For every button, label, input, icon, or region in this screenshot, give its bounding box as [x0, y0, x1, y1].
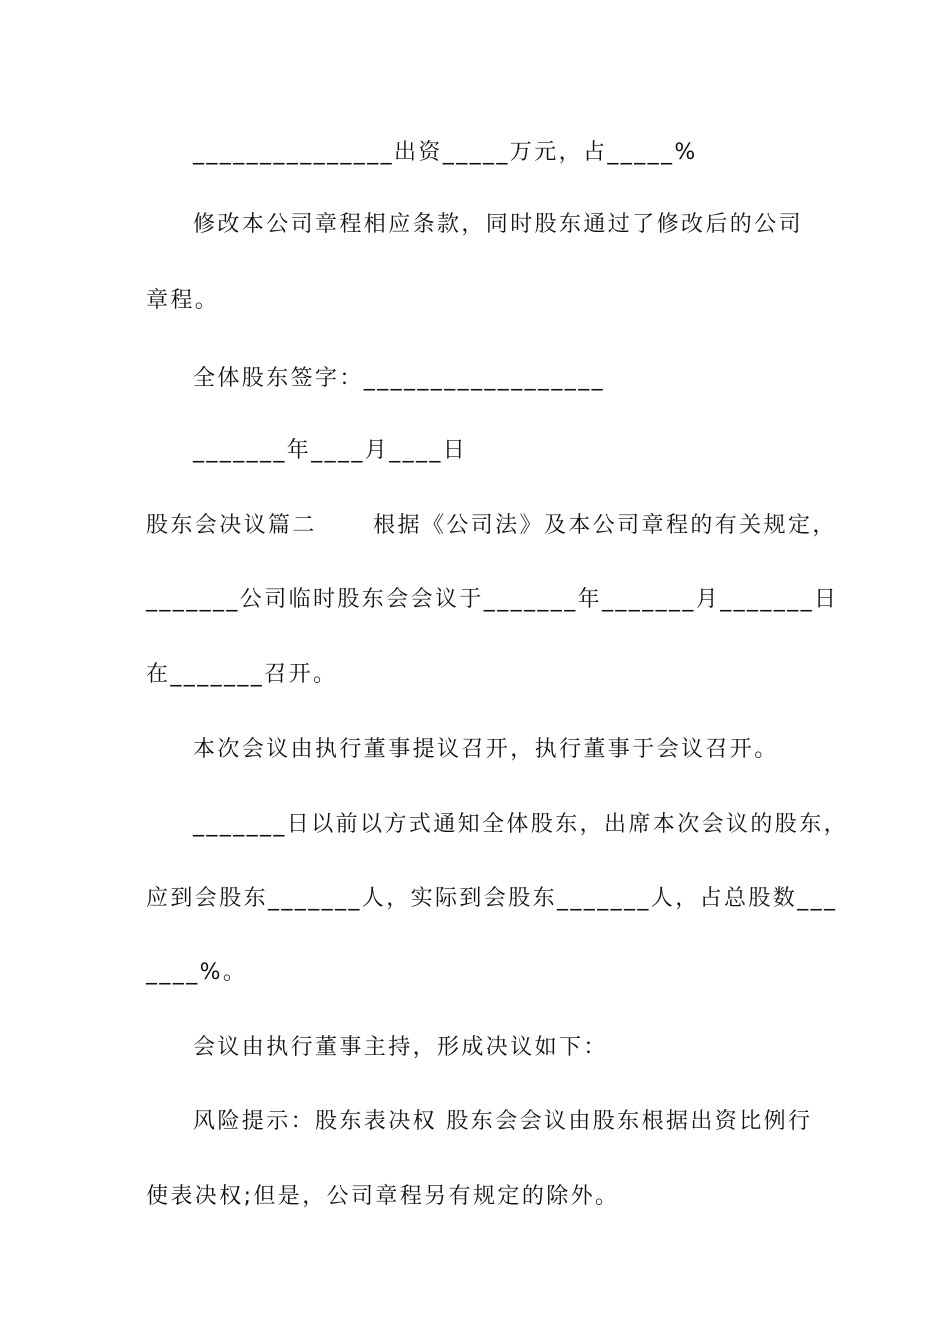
meeting-date-line: _______公司临时股东会会议于_______年_______月_______日 — [146, 587, 839, 612]
shareholder-signature-line: 全体股东签字：__________________ — [193, 366, 606, 391]
risk-notice-paragraph-continued: 使表决权;但是，公司章程另有规定的除外。 — [146, 1184, 620, 1209]
attendance-paragraph-continued: ____%。 — [146, 960, 248, 985]
chair-resolution-paragraph: 会议由执行董事主持，形成决议如下： — [193, 1035, 608, 1060]
meeting-convened-paragraph: 本次会议由执行董事提议召开，执行董事于会议召开。 — [193, 737, 779, 762]
notice-paragraph: _______日以前以方式通知全体股东，出席本次会议的股东， — [193, 812, 849, 837]
date-line: _______年____月____日 — [193, 438, 468, 463]
meeting-location-line: 在_______召开。 — [146, 662, 338, 687]
attendance-paragraph: 应到会股东_______人，实际到会股东_______人，占总股数___ — [146, 886, 838, 911]
risk-notice-paragraph: 风险提示：股东表决权 股东会会议由股东根据出资比例行 — [193, 1109, 813, 1134]
capital-contribution-line: _______________出资_____万元，占_____% — [193, 140, 698, 165]
articles-amendment-paragraph: 修改本公司章程相应条款，同时股东通过了修改后的公司 — [193, 212, 804, 237]
resolution-two-heading: 股东会决议篇二 根据《公司法》及本公司章程的有关规定， — [146, 513, 837, 538]
articles-amendment-paragraph-continued: 章程。 — [146, 288, 220, 313]
